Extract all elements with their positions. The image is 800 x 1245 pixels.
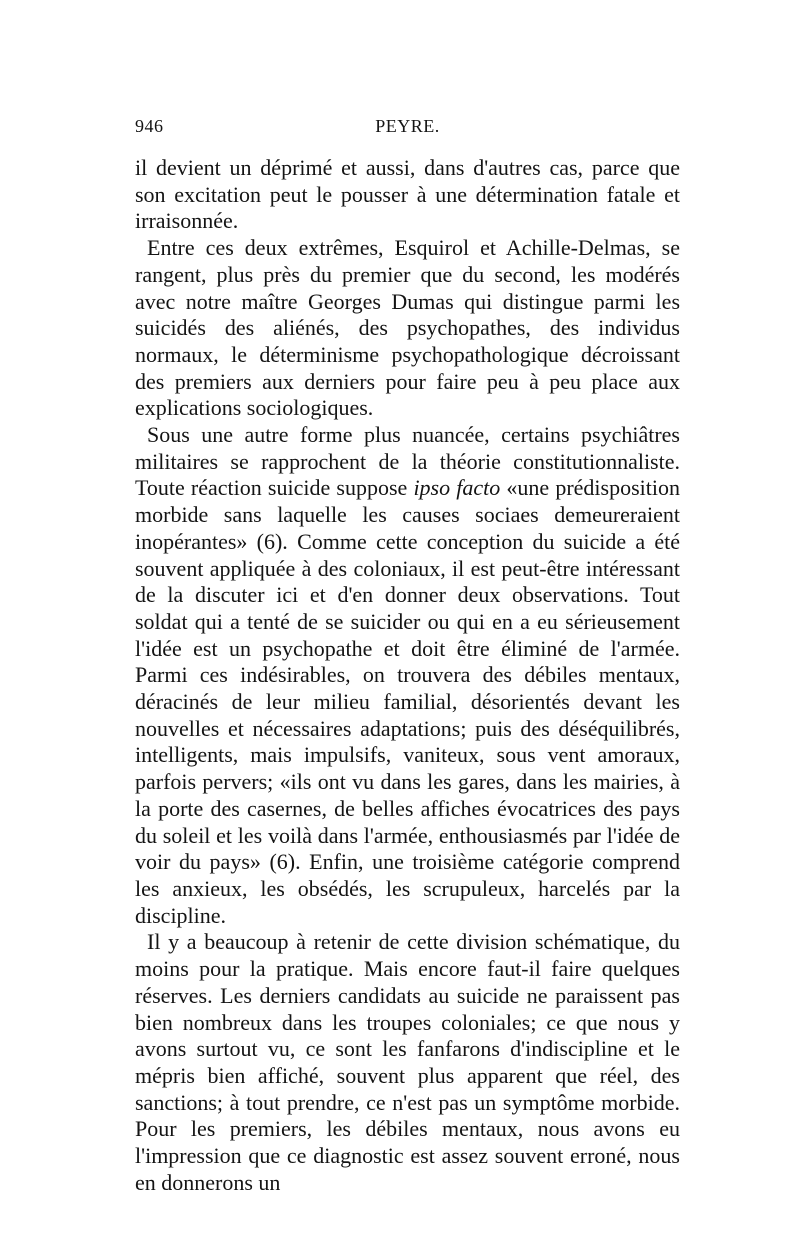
paragraph: il devient un déprimé et aussi, dans d'autres cas, parce que son excitation peut le pousser à une détermination fatale et irraisonnée. [135,155,680,234]
italic-phrase: ipso facto [413,475,501,501]
paragraph: Il y a beaucoup à retenir de cette division schématique, du moins pour la pratique. Mais encore faut-il faire quelques réserves. Les derniers candidats au suicide ne paraissent pas bien nombreux dans les troupes coloniales; ce que nous y avons surtout vu, ce sont les fanfarons d'indiscipline et le mépris bien affiché, souvent plus apparent que réel, des sanctions; à tout prendre, ce n'est pas un symptôme morbide. Pour les premiers, les débiles mentaux, nous avons eu l'impression que ce diagnostic est assez souvent erroné, nous en donnerons un [135,929,680,1195]
page-header [135,116,680,146]
page-number: 946 [135,116,164,136]
paragraph-text: Sous une autre forme plus nuancée, certains psychiâtres militaires se rapprochent de la théorie constitutionnaliste. Toute réaction suicide suppose [135,422,680,501]
paragraph: Entre ces deux extrêmes, Esquirol et Achille-Delmas, se rangent, plus près du premier que du second, les modérés avec notre maître Georges Dumas qui distingue parmi les suicidés des aliénés, des psychopathes, des individus normaux, le déterminisme psychopathologique décroissant des premiers aux derniers pour faire peu à peu place aux explications sociologiques. [135,235,680,421]
running-head: PEYRE. [375,116,440,136]
body-text [135,155,680,1196]
paragraph-text: «une prédisposition morbide sans laquelle les causes sociaes demeureraient inopérantes» (6). Comme cette conception du suicide a été souvent appliquée à des coloniaux, il est peut-être intéressant de la discuter ici et d'en donner deux observations. Tout soldat qui a tenté de se suicider ou qui en a eu sérieusement l'idée est un psychopathe et doit être éliminé de l'armée. Parmi ces indésirables, on trouvera des débiles mentaux, déracinés de leur milieu familial, désorientés devant les nouvelles et nécessaires adaptations; puis des déséquilibrés, intelligents, mais impulsifs, vaniteux, sous vent amoraux, parfois pervers; «ils ont vu dans les gares, dans les mairies, à la porte des casernes, de belles affiches évocatrices des pays du soleil et les voilà dans l'armée, enthousiasmés par l'idée de voir du pays» (6). Enfin, une troisième catégorie comprend les anxieux, les obsédés, les scrupuleux, harcelés par la discipline. [135,475,680,928]
paragraph [135,422,680,929]
